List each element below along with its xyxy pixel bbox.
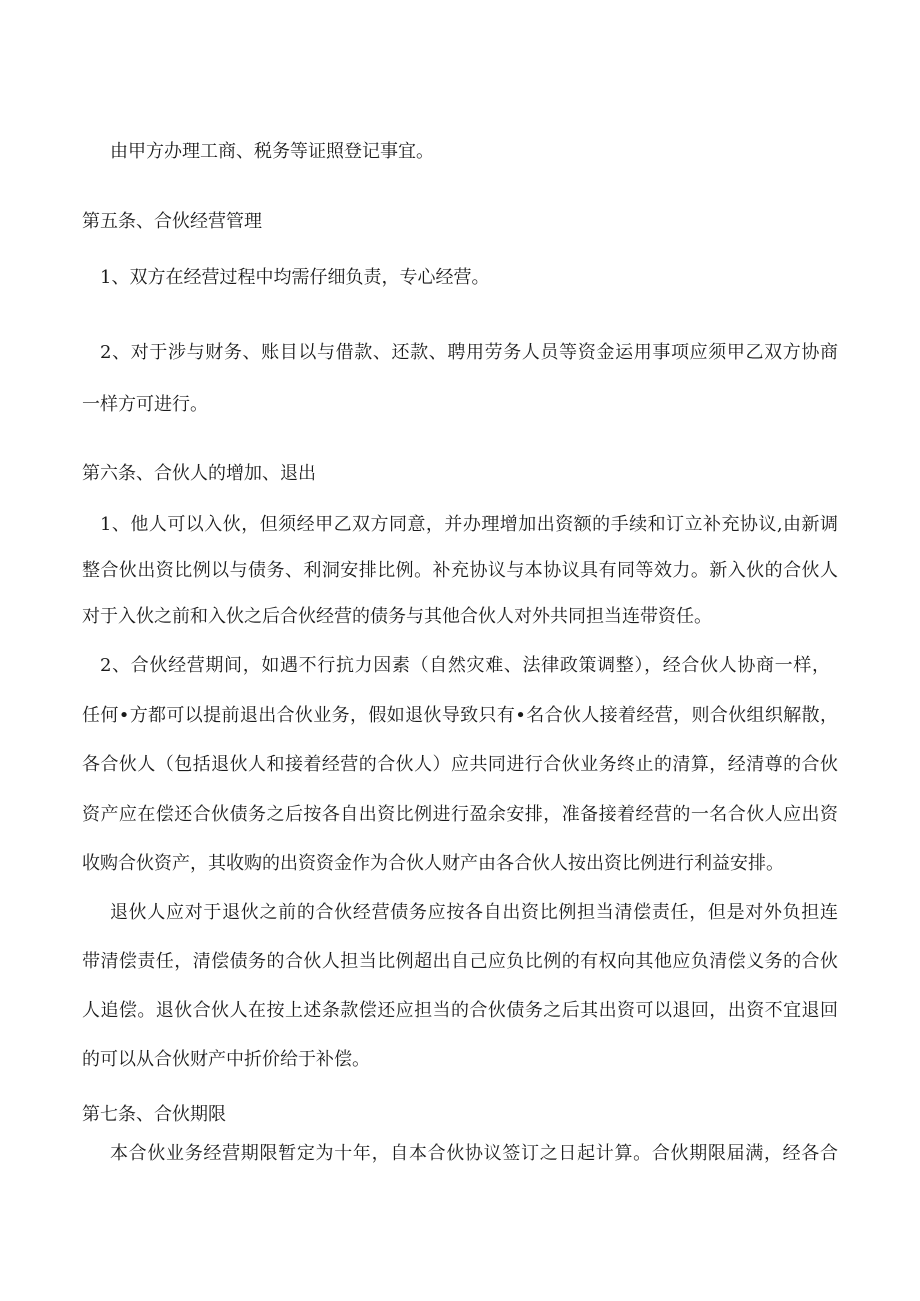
paragraph-line: 的可以从合伙财产中折价给于补偿。 xyxy=(82,1049,370,1070)
paragraph-line: 人追偿。退伙合伙人在按上述条款偿还应担当的合伙债务之后其出资可以退回，出资不宜退回 xyxy=(82,1000,838,1021)
paragraph-line: 一样方可进行。 xyxy=(82,394,208,415)
paragraph-line: 1、他人可以入伙，但须经甲乙双方同意，并办理增加出资额的手续和订立补充协议,由新调 xyxy=(100,514,838,535)
section-heading-5: 第五条、合伙经营管理 xyxy=(82,211,262,232)
paragraph-line: 退伙人应对于退伙之前的合伙经营债务应按各自出资比例担当清偿责任，但是对外负担连 xyxy=(110,902,838,923)
paragraph-line: 由甲方办理工商、税务等证照登记事宜。 xyxy=(110,141,434,162)
paragraph-line: 整合伙出资比例以与债务、利洞安排比例。补充协议与本协议具有同等效力。新入伙的合伙人 xyxy=(82,560,838,581)
paragraph-line: 带清偿责任，清偿债务的合伙人担当比例超出自己应负比例的有权向其他应负清偿义务的合伙 xyxy=(82,951,838,972)
paragraph-line: 本合伙业务经营期限暂定为十年，自本合伙协议签订之日起计算。合伙期限届满，经各合 xyxy=(110,1143,838,1164)
paragraph-line: 资产应在偿还合伙债务之后按各自出资比例进行盈余安排，准备接着经营的一名合伙人应出资 xyxy=(82,804,838,825)
section-heading-7: 第七条、合伙期限 xyxy=(82,1104,226,1125)
paragraph-line: 任何•方都可以提前退出合伙业务，假如退伙导致只有•名合伙人接着经营，则合伙组织解散， xyxy=(82,705,838,726)
paragraph-line: 2、合伙经营期间，如遇不行抗力因素（自然灾难、法律政策调整），经合伙人协商一样， xyxy=(100,655,830,676)
paragraph-line: 2、对于涉与财务、账目以与借款、还款、聘用劳务人员等资金运用事项应须甲乙双方协商 xyxy=(100,342,838,363)
paragraph-line: 对于入伙之前和入伙之后合伙经营的债务与其他合伙人对外共同担当连带资任。 xyxy=(82,606,712,627)
paragraph-line: 1、双方在经营过程中均需仔细负责，专心经营。 xyxy=(100,267,490,288)
paragraph-line: 收购合伙资产，其收购的出资资金作为合伙人财产由各合伙人按出资比例进行利益安排。 xyxy=(82,853,784,874)
paragraph-line: 各合伙人（包括退伙人和接着经营的合伙人）应共同进行合伙业务终止的清算，经清尊的合伙 xyxy=(82,754,838,775)
section-heading-6: 第六条、合伙人的增加、退出 xyxy=(82,463,316,484)
